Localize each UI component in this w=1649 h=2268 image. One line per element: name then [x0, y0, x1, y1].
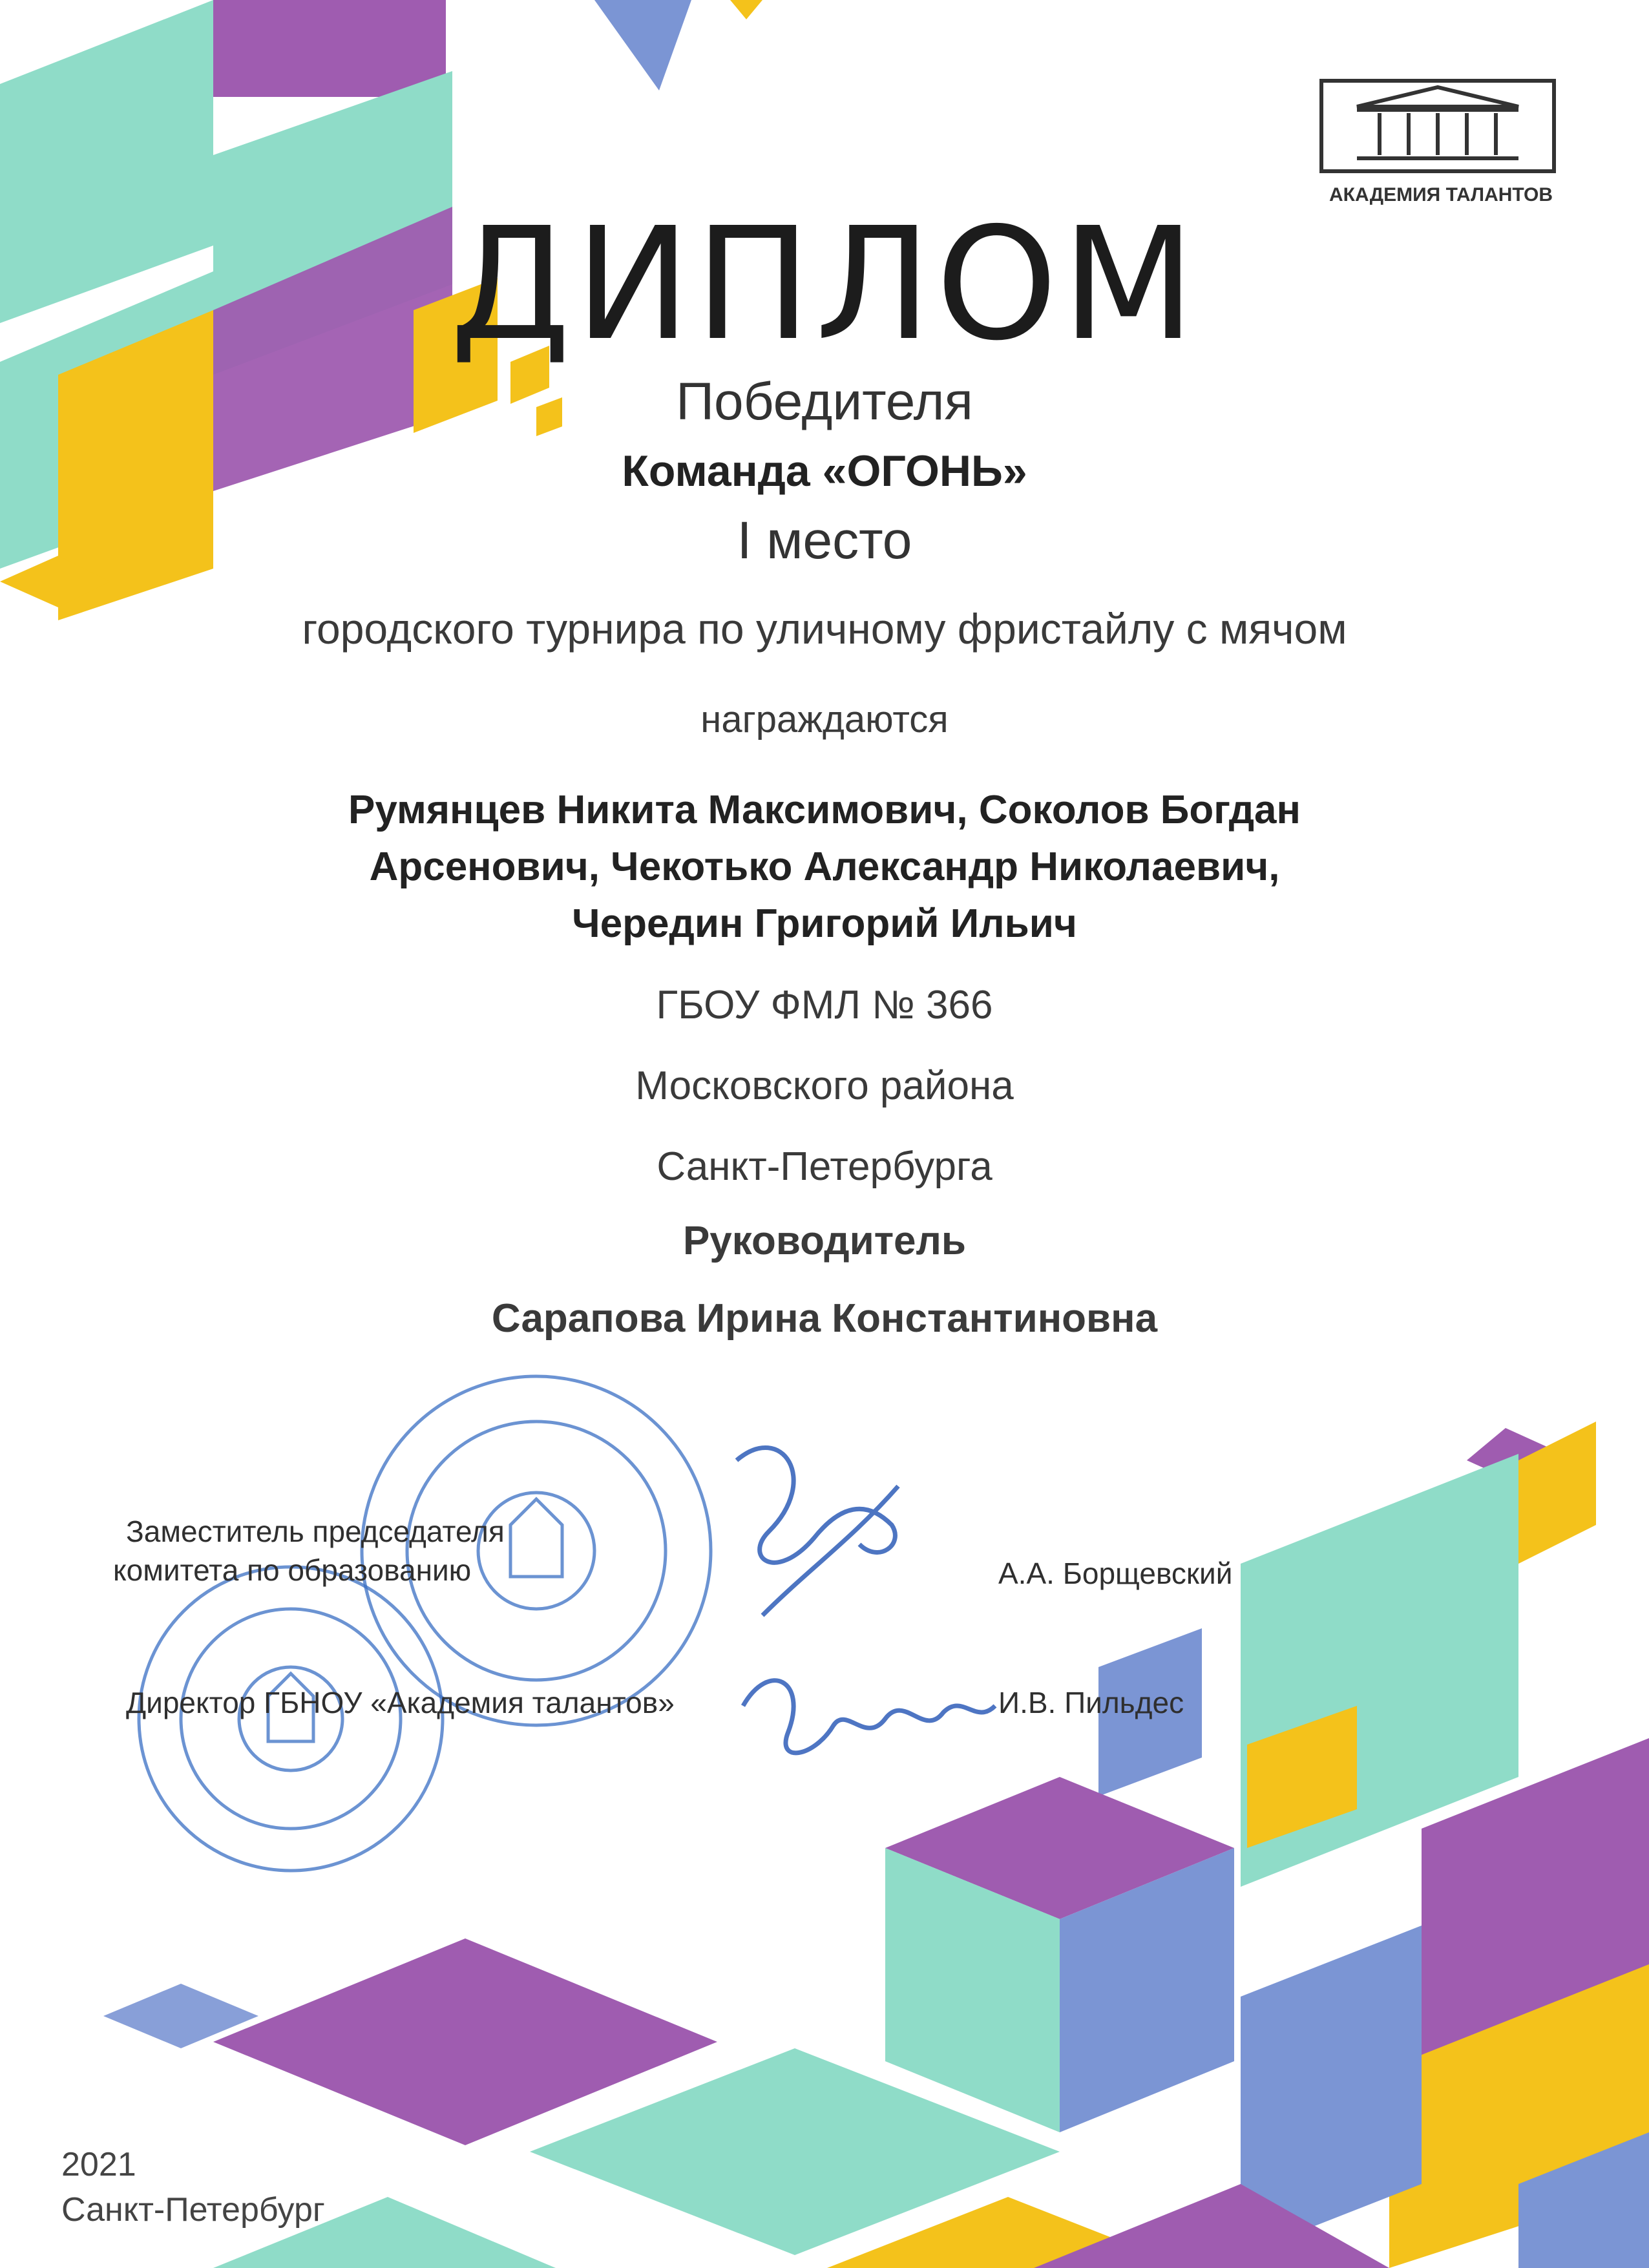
- team-name: Команда «ОГОНЬ»: [622, 446, 1027, 496]
- footer-year: 2021: [61, 2146, 136, 2183]
- school-name: ГБОУ ФМЛ № 366: [656, 983, 993, 1027]
- leader-name: Сарапова Ирина Константиновна: [491, 1296, 1158, 1341]
- signature-director: [743, 1681, 995, 1753]
- academy-logo-icon: [1318, 78, 1557, 174]
- event-name: городского турнира по уличному фристайлу с мячом: [302, 605, 1347, 653]
- participants-line-3: Чередин Григорий Ильич: [572, 901, 1077, 946]
- place: I место: [737, 511, 912, 570]
- director-name: И.В. Пильдес: [998, 1686, 1184, 1719]
- city: Санкт-Петербурга: [656, 1144, 993, 1189]
- diploma-subtitle: Победителя: [676, 372, 973, 431]
- leader-label: Руководитель: [682, 1219, 967, 1263]
- footer-city: Санкт-Петербург: [61, 2191, 325, 2229]
- district: Московского района: [635, 1064, 1014, 1108]
- deputy-name: А.А. Борщевский: [998, 1557, 1233, 1590]
- deputy-title-line-1: Заместитель председателя: [126, 1515, 505, 1548]
- awarded-label: награждаются: [700, 698, 949, 740]
- participants-line-1: Румянцев Никита Максимович, Соколов Богдан: [348, 788, 1301, 832]
- signature-deputy: [737, 1447, 898, 1615]
- diploma-title: ДИПЛОМ: [450, 194, 1199, 375]
- participants-line-2: Арсенович, Чекотько Александр Николаевич,: [369, 845, 1280, 889]
- director-title: Директор ГБНОУ «Академия талантов»: [126, 1686, 675, 1719]
- academy-logo-text: АКАДЕМИЯ ТАЛАНТОВ: [1329, 184, 1553, 205]
- deputy-title-line-2: комитета по образованию: [113, 1553, 472, 1587]
